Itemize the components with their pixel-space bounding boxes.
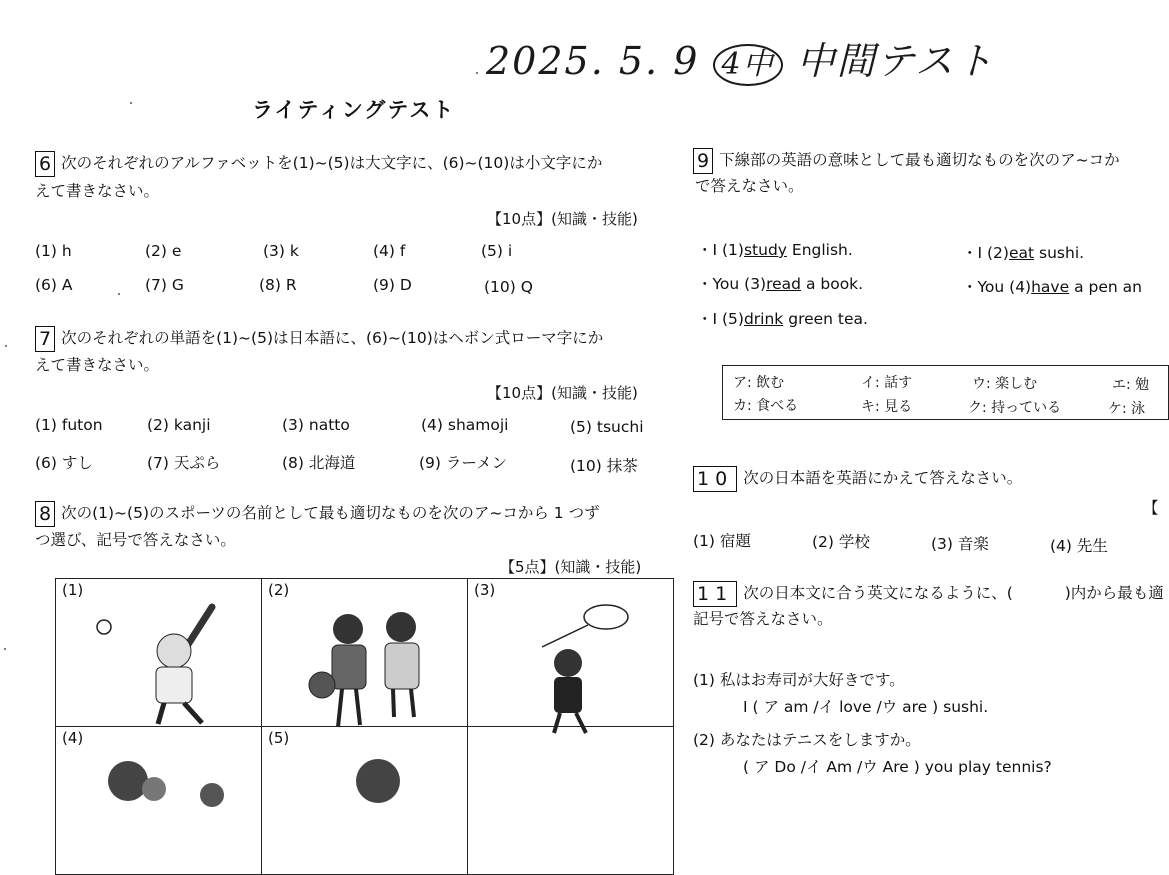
boxer-illustration	[62, 747, 252, 807]
q9-text-line2: で答えなさい。	[695, 177, 804, 195]
picture-cell	[468, 579, 674, 727]
sentence-suffix: sushi.	[1034, 244, 1085, 262]
underlined-word: study	[743, 241, 787, 259]
sentence-suffix: English.	[786, 241, 853, 259]
q11-text-line2: 記号で答えなさい。	[693, 610, 833, 628]
q7-item: (2) kanji	[147, 416, 211, 434]
underlined-word: drink	[743, 310, 784, 328]
q10-points-bracket: 【	[1143, 499, 1159, 517]
q6-item: (6) A	[35, 276, 73, 294]
q8-points: 【5点】(知識・技能)	[500, 558, 642, 576]
q7-item: (6) すし	[35, 454, 93, 472]
q7-item: (9) ラーメン	[419, 454, 508, 472]
q10-item: (2) 学校	[812, 533, 870, 551]
cell-label: (5)	[268, 729, 290, 747]
underlined-word: have	[1031, 278, 1070, 296]
q7-instruction	[35, 325, 603, 352]
q11-number: 11	[693, 581, 737, 607]
q6-instruction	[35, 150, 602, 177]
q6-item: (8) R	[259, 276, 297, 294]
sentence-suffix: a book.	[801, 275, 864, 293]
q9-instruction	[693, 147, 1120, 174]
q6-item: (7) G	[145, 276, 184, 294]
q7-points: 【10点】(知識・技能)	[487, 384, 638, 402]
q6-item: (9) D	[373, 276, 412, 294]
badminton-player-illustration	[474, 599, 664, 719]
q11-text-part2: )内から最も適	[1064, 584, 1164, 602]
q6-item: (1) h	[35, 242, 72, 260]
q7-item: (1) futon	[35, 416, 103, 434]
q6-text-line2: えて書きなさい。	[35, 182, 160, 200]
cell-label: (4)	[62, 729, 84, 747]
q7-text-line2: えて書きなさい。	[35, 356, 160, 374]
baseball-player-illustration	[62, 599, 252, 719]
q9-sentence	[697, 238, 853, 260]
q9-number: 9	[693, 148, 713, 174]
q6-item: (2) e	[145, 242, 182, 260]
q6-points: 【10点】(知識・技能)	[487, 210, 638, 228]
basketball-players-illustration	[268, 599, 458, 719]
q11-item-english: ( ア Do /イ Am /ウ Are ) you play tennis?	[743, 758, 1052, 776]
q10-text: 次の日本語を英語にかえて答えなさい。	[743, 469, 1023, 487]
picture-cell	[56, 727, 262, 875]
q6-number: 6	[35, 151, 55, 177]
q8-text-line1: 次の(1)~(5)のスポーツの名前として最も適切なものを次のア~コから 1 つず	[61, 504, 600, 522]
q8-instruction	[35, 500, 600, 527]
choice: イ: 話す	[861, 375, 913, 391]
q7-item: (3) natto	[282, 416, 350, 434]
q10-item: (3) 音楽	[931, 535, 989, 553]
choice: ア: 飲む	[733, 375, 785, 391]
picture-cell	[262, 727, 468, 875]
picture-cell-empty	[468, 727, 674, 875]
choice: ケ: 泳	[1108, 401, 1146, 417]
sentence-prefix: ・I (2)	[962, 244, 1009, 262]
q8-text-line2: つ選び、記号で答えなさい。	[35, 531, 236, 549]
q7-item: (8) 北海道	[282, 454, 356, 472]
q9-sentence	[697, 307, 868, 329]
scan-speck	[4, 648, 6, 650]
q6-item: (4) f	[373, 242, 406, 260]
q11-instruction	[693, 580, 1164, 607]
choice: キ: 見る	[861, 399, 913, 415]
test-name: 中間テスト	[796, 39, 996, 83]
q6-item: (5) i	[481, 242, 513, 260]
q11-item-japanese: (1) 私はお寿司が大好きです。	[693, 671, 905, 689]
sentence-prefix: ・I (5)	[697, 310, 744, 328]
sentence-prefix: ・You (3)	[697, 275, 767, 293]
q11-item-english: I ( ア am /イ love /ウ are ) sushi.	[743, 698, 989, 716]
q9-sentence	[697, 272, 863, 294]
q7-item: (5) tsuchi	[570, 418, 644, 436]
cell-label: (2)	[268, 581, 290, 599]
q10-number: 10	[693, 466, 737, 492]
handwritten-header	[486, 30, 995, 86]
q7-item: (4) shamoji	[421, 416, 509, 434]
q6-text-line1: 次のそれぞれのアルファベットを(1)~(5)は大文字に、(6)~(10)は小文字にか	[61, 154, 603, 172]
sentence-prefix: ・I (1)	[697, 241, 744, 259]
choice: カ: 食べる	[733, 398, 799, 414]
underlined-word: read	[766, 275, 802, 293]
scan-speck	[130, 102, 132, 104]
q6-item: (3) k	[263, 242, 299, 260]
choice: エ: 勉	[1112, 377, 1150, 393]
q11-text-part1: 次の日本文に合う英文になるように、(	[743, 584, 1013, 602]
q7-text-line1: 次のそれぞれの単語を(1)~(5)は日本語に、(6)~(10)はヘボン式ローマ字にか	[61, 329, 604, 347]
page-title: ライティングテスト	[252, 98, 456, 122]
grade-circle: 4中	[713, 44, 782, 86]
scan-speck	[476, 72, 478, 74]
picture-cell	[262, 579, 468, 727]
choice: ウ: 楽しむ	[972, 376, 1038, 392]
sports-picture-table	[55, 578, 674, 875]
picture-cell	[56, 579, 262, 727]
underlined-word: eat	[1008, 244, 1035, 262]
test-date: 2025. 5. 9	[486, 39, 700, 83]
q10-item: (1) 宿題	[693, 532, 751, 550]
q10-item: (4) 先生	[1050, 537, 1108, 555]
scan-speck	[118, 293, 120, 295]
sport-player-illustration	[268, 747, 458, 807]
cell-label: (1)	[62, 581, 84, 599]
q7-item: (7) 天ぷら	[147, 454, 221, 472]
q9-sentence	[962, 241, 1084, 263]
sentence-suffix: a pen an	[1069, 278, 1142, 296]
choice: ク: 持っている	[968, 400, 1062, 416]
q7-item: (10) 抹茶	[570, 457, 638, 475]
scan-speck	[5, 345, 7, 347]
cell-label: (3)	[474, 581, 496, 599]
q7-number: 7	[35, 326, 55, 352]
sentence-prefix: ・You (4)	[962, 278, 1032, 296]
q9-text-line1: 下線部の英語の意味として最も適切なものを次のア~コか	[719, 151, 1120, 169]
sentence-suffix: green tea.	[783, 310, 868, 328]
q11-item-japanese: (2) あなたはテニスをしますか。	[693, 731, 921, 749]
q8-number: 8	[35, 501, 55, 527]
q10-instruction	[693, 465, 1022, 492]
q6-item: (10) Q	[484, 278, 533, 296]
q9-sentence	[962, 275, 1142, 297]
